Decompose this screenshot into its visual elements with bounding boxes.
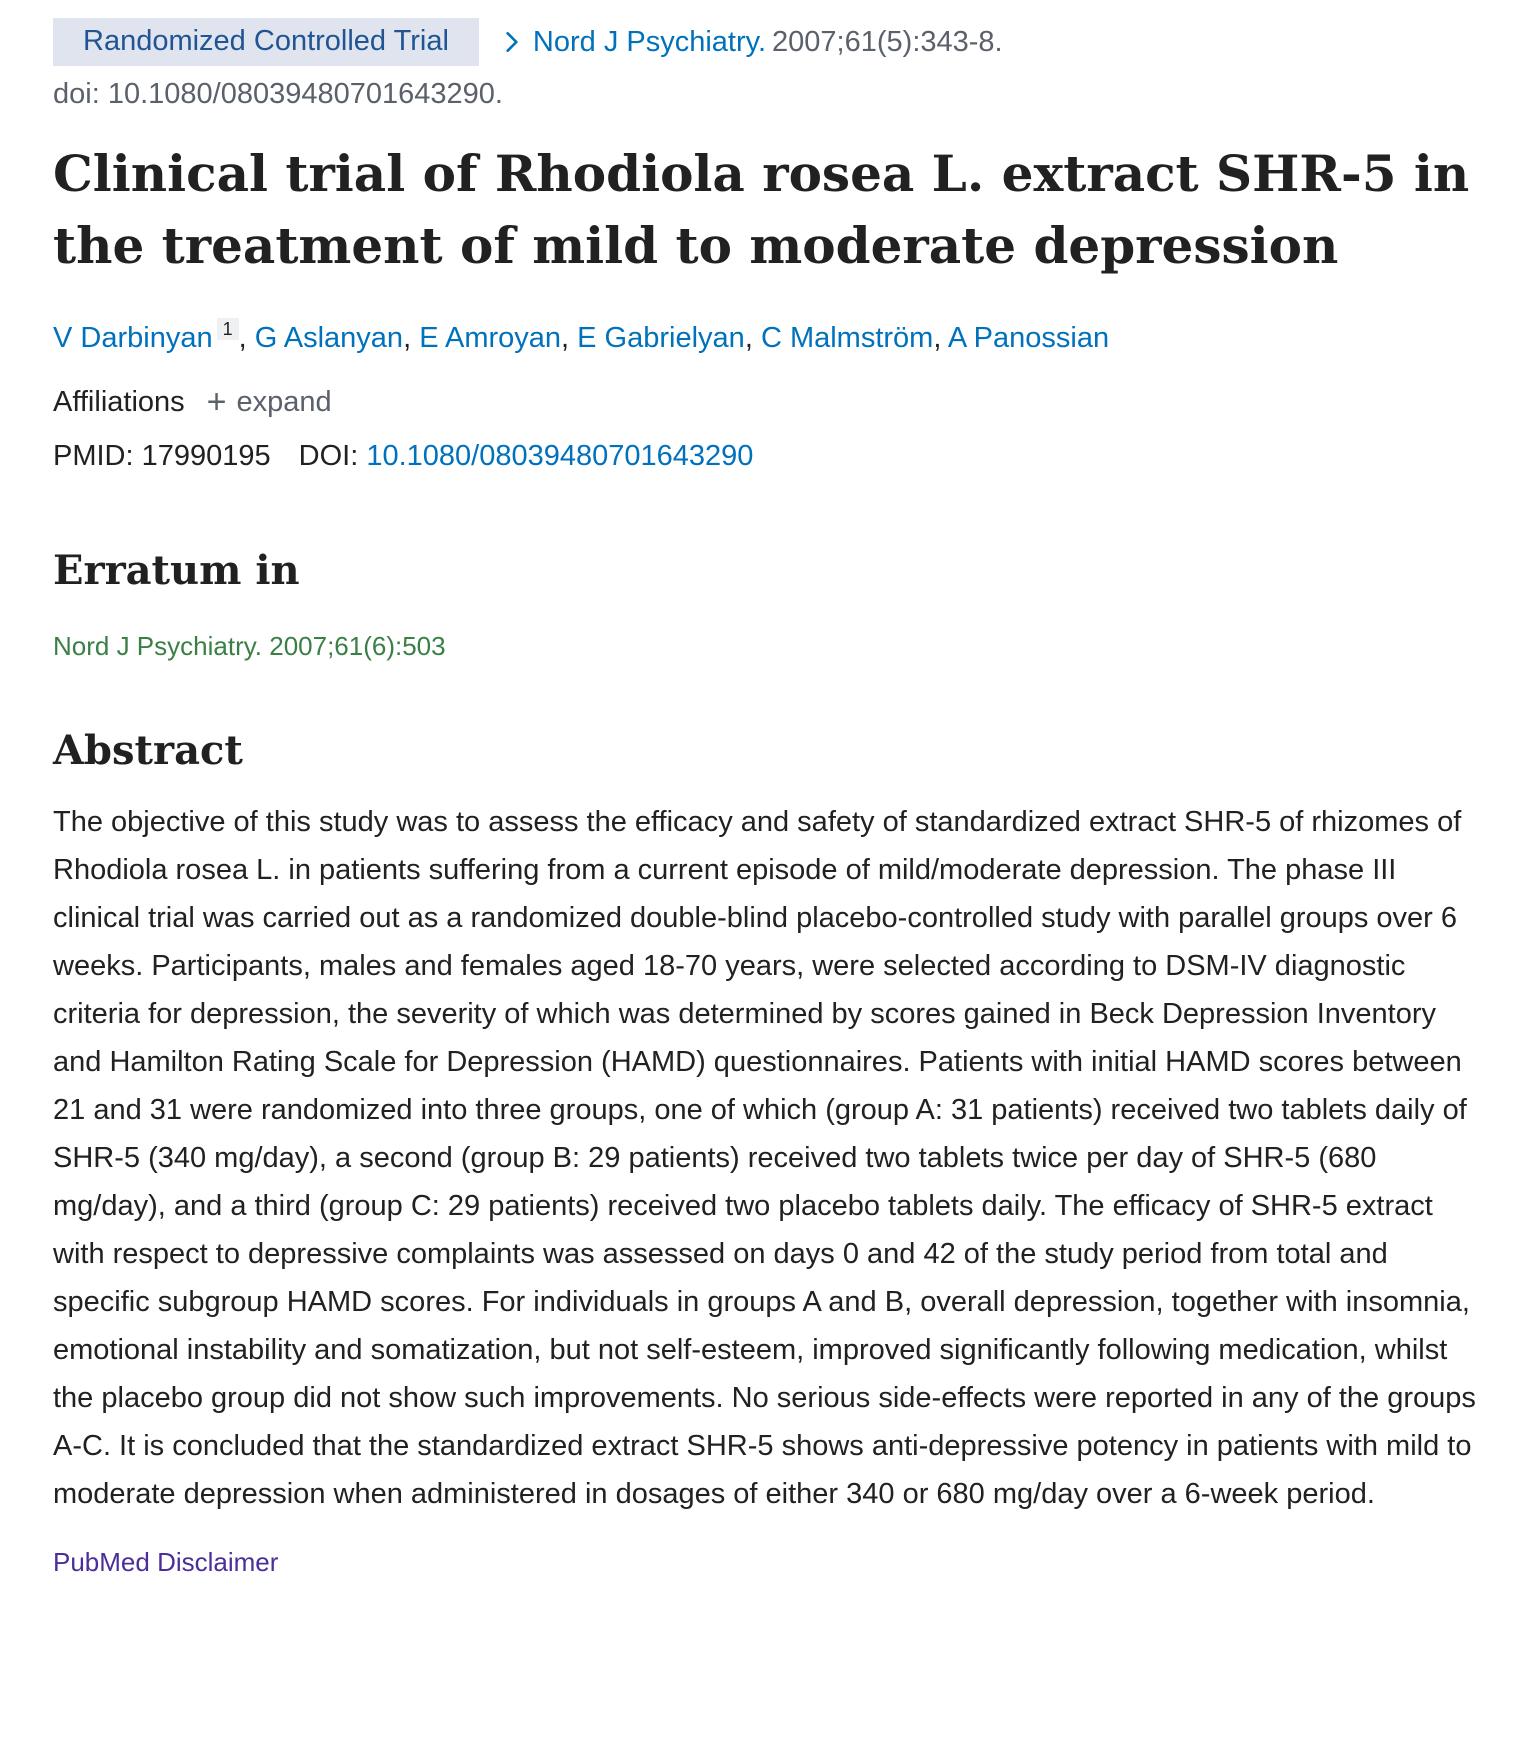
affiliation-number[interactable]: 1 xyxy=(217,318,239,340)
article-title: Clinical trial of Rhodiola rosea L. extract SHR-5 in the treatment of mild to moderate depression xyxy=(53,144,1470,275)
article-source-line xyxy=(53,18,1493,66)
author-link[interactable]: V Darbinyan xyxy=(53,322,213,354)
erratum-section xyxy=(53,628,1493,664)
disclaimer-section xyxy=(53,1544,1493,1580)
author-separator: , xyxy=(561,322,578,354)
pubmed-disclaimer-link[interactable]: PubMed Disclaimer xyxy=(53,1547,279,1577)
erratum-heading: Erratum in xyxy=(53,547,300,594)
chevron-right-icon xyxy=(499,29,525,55)
expand-label: expand xyxy=(236,386,332,418)
doi-line: doi: 10.1080/08039480701643290. xyxy=(53,78,503,110)
author-link[interactable]: C Malmström xyxy=(760,322,934,354)
plus-icon: + xyxy=(206,383,227,421)
author-link[interactable]: E Gabrielyan xyxy=(577,322,745,354)
pmid: PMID: 17990195 xyxy=(53,440,271,472)
abstract-heading: Abstract xyxy=(53,727,243,774)
doi-link[interactable]: 10.1080/08039480701643290 xyxy=(366,440,754,472)
expand-affiliations-button[interactable] xyxy=(207,382,332,422)
author-link[interactable]: G Aslanyan xyxy=(254,322,404,354)
author-link[interactable]: E Amroyan xyxy=(419,322,562,354)
affiliations-row xyxy=(53,382,1493,422)
publication-type-badge: Randomized Controlled Trial xyxy=(53,18,479,66)
doi-label: DOI: xyxy=(298,440,359,472)
author-link[interactable]: A Panossian xyxy=(947,322,1110,354)
affiliations-label: Affiliations xyxy=(53,386,185,418)
author-separator: , xyxy=(403,322,420,354)
author-separator: , xyxy=(238,322,255,354)
erratum-link[interactable]: Nord J Psychiatry. 2007;61(6):503 xyxy=(53,631,446,661)
journal-citation: 2007;61(5):343-8. xyxy=(772,25,1003,58)
identifiers-row xyxy=(53,436,1493,476)
author-separator: , xyxy=(744,322,761,354)
author-list xyxy=(53,318,1493,358)
journal-link[interactable]: Nord J Psychiatry. xyxy=(532,25,767,58)
author-separator: , xyxy=(933,322,948,354)
abstract-text: The objective of this study was to assess the efficacy and safety of standardized extract SHR-5 of rhizomes of Rhodiola rosea L. in patients suffering from a current episode of mild/moderate depression. The phase III clinical trial was carried out as a randomized double-blind placebo-controlled study with parallel groups over 6 weeks. Participants, males and females aged 18-70 years, were selected according to DSM-IV diagnostic criteria for depression, the severity of which was determined by scores gained in Beck Depression Inventory and Hamilton Rating Scale for Depression (HAMD) questionnaires. Patients with initial HAMD scores between 21 and 31 were randomized into three groups, one of which (group A: 31 patients) received two tablets daily of SHR-5 (340 mg/day), a second (group B: 29 patients) received two tablets twice per day of SHR-5 (680 mg/day), and a third (group C: 29 patients) received two placebo tablets daily. The efficacy of SHR-5 extract with respect to depressive complaints was assessed on days 0 and 42 of the study period from total and specific subgroup HAMD scores. For individuals in groups A and B, overall depression, together with insomnia, emotional instability and somatization, but not self-esteem, improved significantly following medication, whilst the placebo group did not show such improvements. No serious side-effects were reported in any of the groups A-C. It is concluded that the standardized extract SHR-5 shows anti-depressive potency in patients with mild to moderate depression when administered in dosages of either 340 or 680 mg/day over a 6-week period. xyxy=(53,806,1476,1510)
